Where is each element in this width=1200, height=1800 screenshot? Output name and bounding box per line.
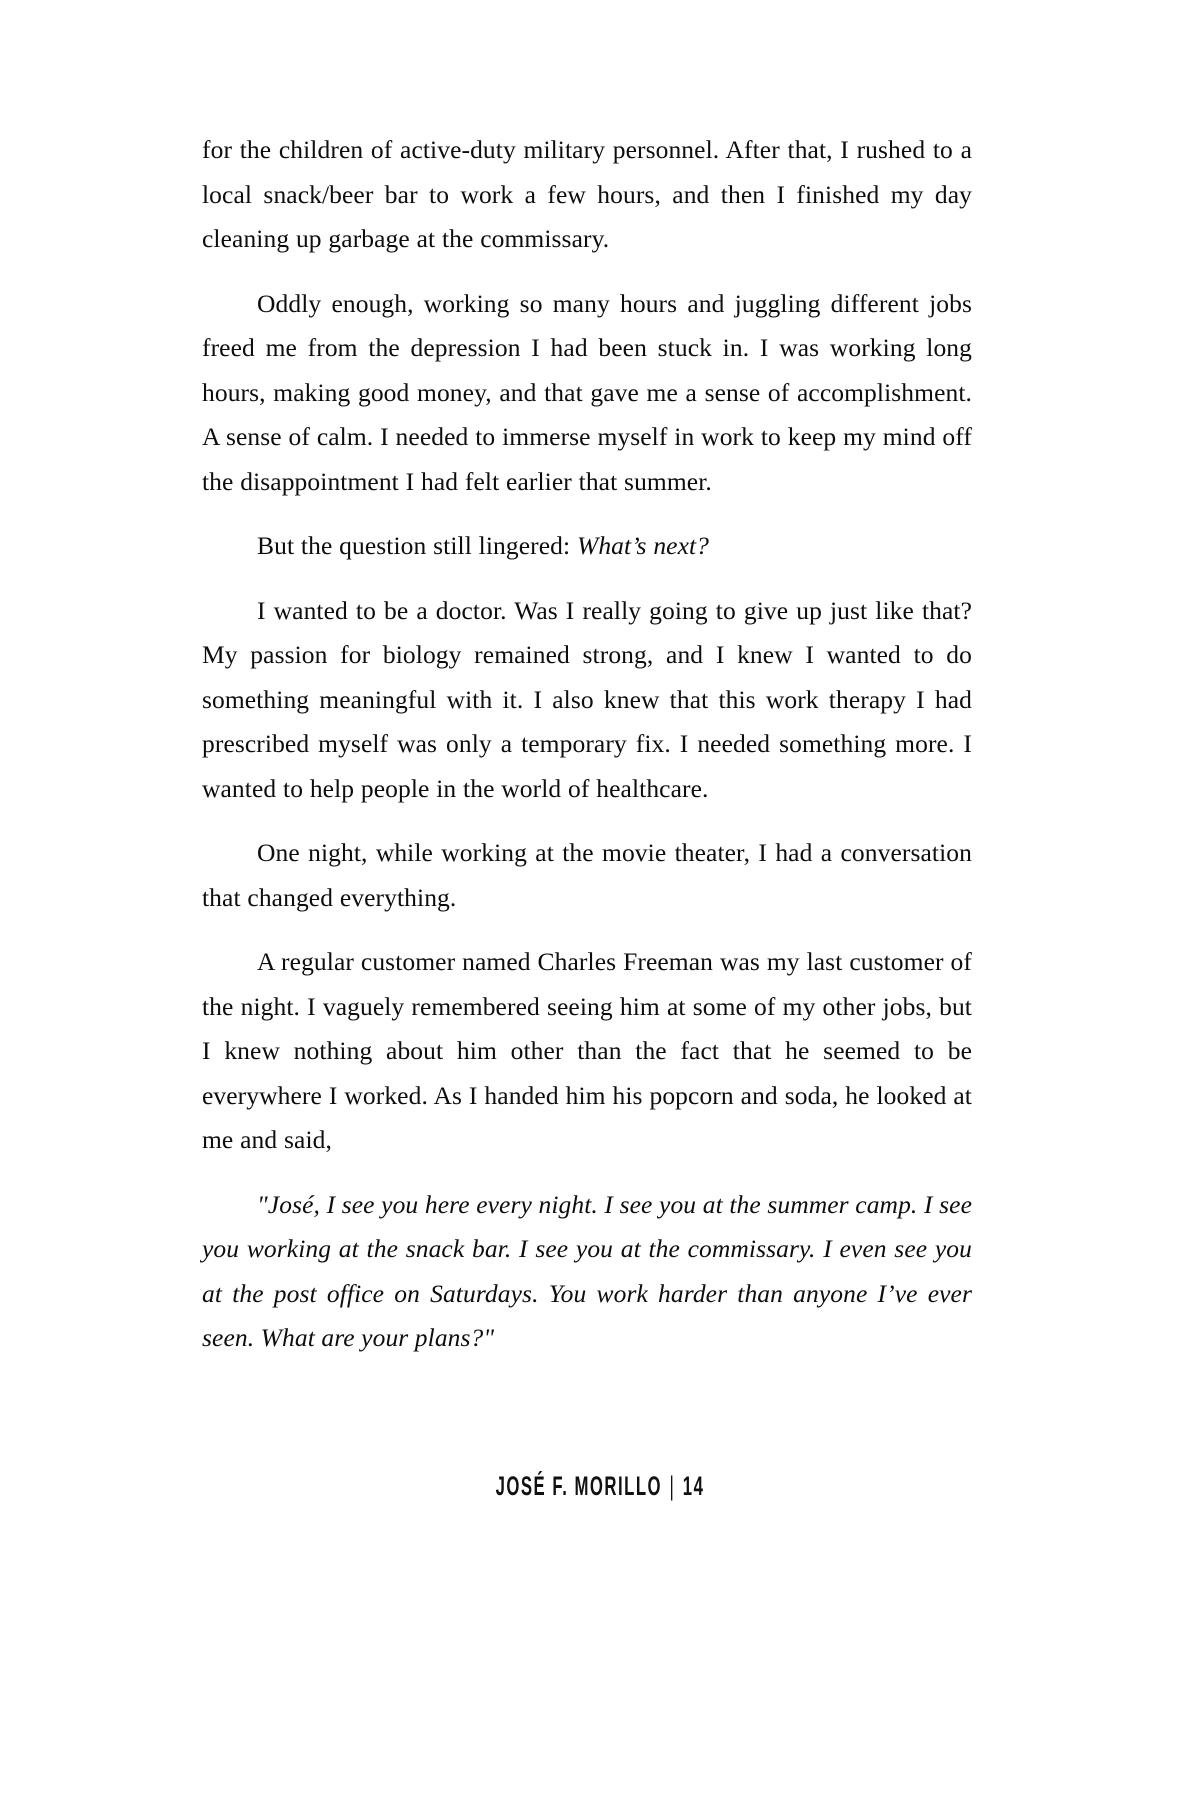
paragraph-2: Oddly enough, working so many hours and juggling different jobs freed me from the depression I had been stuck in. I was working long hours, making good money, and that gave me a sense of accomplishment. A sense of calm. I needed to immerse myself in work to keep my mind off the disappointment I had felt earlier that summer. xyxy=(202,288,972,496)
paragraph-1: for the children of active-duty military personnel. After that, I rushed to a local snack/beer bar to work a few hours, and then I finished my day cleaning up garbage at the commissary. xyxy=(202,135,972,253)
paragraph-3 xyxy=(202,524,972,569)
paragraph-6: A regular customer named Charles Freeman was my last customer of the night. I vaguely remembered seeing him at some of my other jobs, but I knew nothing about him other than the fact that he seemed to be everywhere I worked. As I handed him his popcorn and soda, he looked at me and said, xyxy=(202,947,972,1154)
page-text-column xyxy=(202,128,972,1361)
footer-separator: | xyxy=(669,1471,676,1501)
book-page xyxy=(80,0,1120,1560)
page-footer xyxy=(278,1471,923,1502)
paragraph-5: One night, while working at the movie theater, I had a conversation that changed everything. xyxy=(202,838,972,912)
paragraph-4: I wanted to be a doctor. Was I really going to give up just like that? My passion for biology remained strong, and I knew I wanted to do something meaningful with it. I also knew that this work therapy I had prescribed myself was only a temporary fix. I needed something more. I wanted to help people in the world of healthcare. xyxy=(202,595,972,803)
footer-page-number: 14 xyxy=(682,1471,705,1501)
paragraph-3-emphasis: What’s next? xyxy=(576,531,710,560)
block-quote: "José, I see you here every night. I see you at the summer camp. I see you working at the snack bar. I see you at the commissary. I even see you at the post office on Saturdays. You work harder than anyone I’ve ever seen. What are your plans?" xyxy=(202,1189,972,1352)
paragraph-3-lead: But the question still lingered: xyxy=(257,531,577,560)
footer-author: JOSÉ F. MORILLO xyxy=(495,1471,663,1501)
